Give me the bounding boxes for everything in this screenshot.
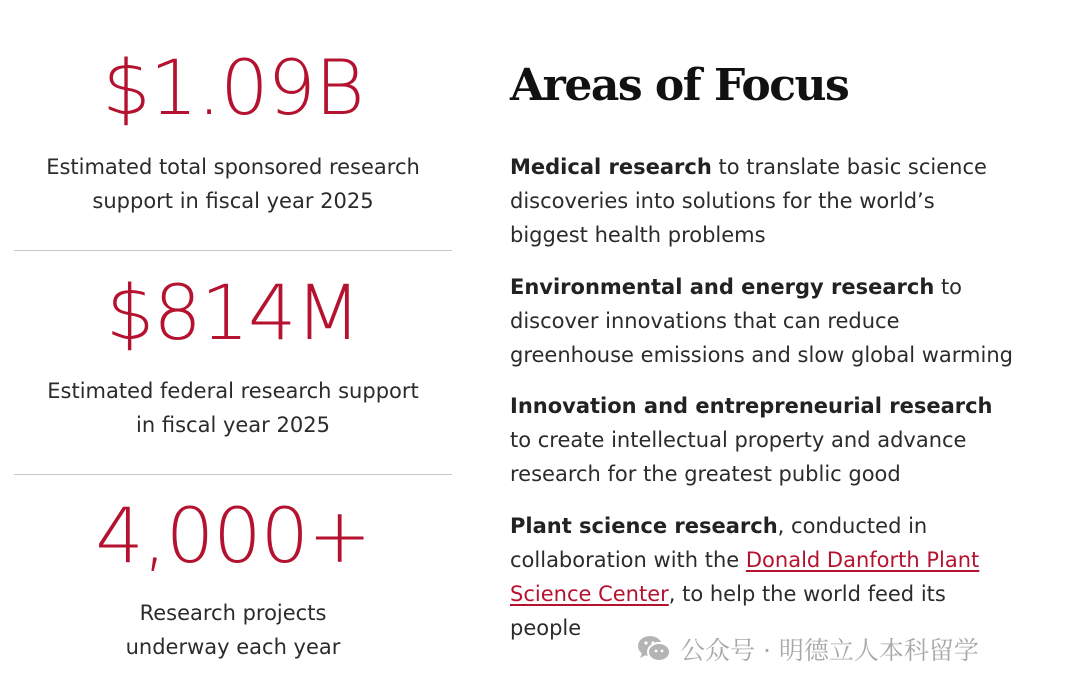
stat-label-line: Estimated federal research support bbox=[47, 379, 419, 403]
divider bbox=[14, 250, 452, 251]
focus-item-plant-science bbox=[510, 509, 1015, 645]
focus-heading: Areas of Focus bbox=[510, 60, 849, 111]
focus-item-title: Innovation and entrepreneurial research bbox=[510, 394, 993, 418]
watermark-text: 公众号 · 明德立人本科留学 bbox=[680, 636, 979, 665]
focus-item-innovation bbox=[510, 389, 1015, 491]
stat-label-line: in fiscal year 2025 bbox=[136, 413, 330, 437]
danforth-center-link[interactable]: Donald Danforth Plant Science Center bbox=[510, 548, 980, 606]
stat-label bbox=[14, 374, 452, 442]
divider bbox=[14, 474, 452, 475]
focus-item-medical bbox=[510, 150, 1015, 252]
stat-label-line: support in fiscal year 2025 bbox=[92, 189, 374, 213]
stat-research-projects bbox=[14, 491, 452, 664]
focus-item-environmental bbox=[510, 270, 1015, 372]
stat-label-line: underway each year bbox=[125, 635, 341, 659]
stat-federal-research bbox=[14, 268, 452, 442]
watermark bbox=[636, 632, 979, 666]
stat-label bbox=[14, 150, 452, 218]
wechat-icon bbox=[636, 634, 672, 664]
focus-item-title: Plant science research bbox=[510, 514, 778, 538]
stat-label bbox=[14, 596, 452, 664]
stat-value: $1.09B bbox=[102, 43, 364, 132]
focus-item-text: to create intellectual property and advance research for the greatest public good bbox=[510, 428, 967, 486]
stat-sponsored-research bbox=[14, 43, 452, 218]
areas-of-focus bbox=[510, 58, 1030, 640]
focus-item-text: to translate basic science discoveries into solutions for the world’s biggest health problems bbox=[510, 155, 987, 247]
stat-label-line: Research projects bbox=[139, 601, 327, 625]
stat-value: 4,000+ bbox=[95, 491, 371, 580]
stat-label-line: Estimated total sponsored research bbox=[46, 155, 420, 179]
focus-item-text: to discover innovations that can reduce greenhouse emissions and slow global warming bbox=[510, 275, 1013, 367]
focus-item-text: , conducted in collaboration with the bbox=[510, 514, 928, 572]
focus-item-title: Medical research bbox=[510, 155, 712, 179]
focus-item-title: Environmental and energy research bbox=[510, 275, 935, 299]
focus-item-text: , to help the world feed its people bbox=[510, 582, 946, 640]
stat-value: $814M bbox=[106, 268, 360, 357]
